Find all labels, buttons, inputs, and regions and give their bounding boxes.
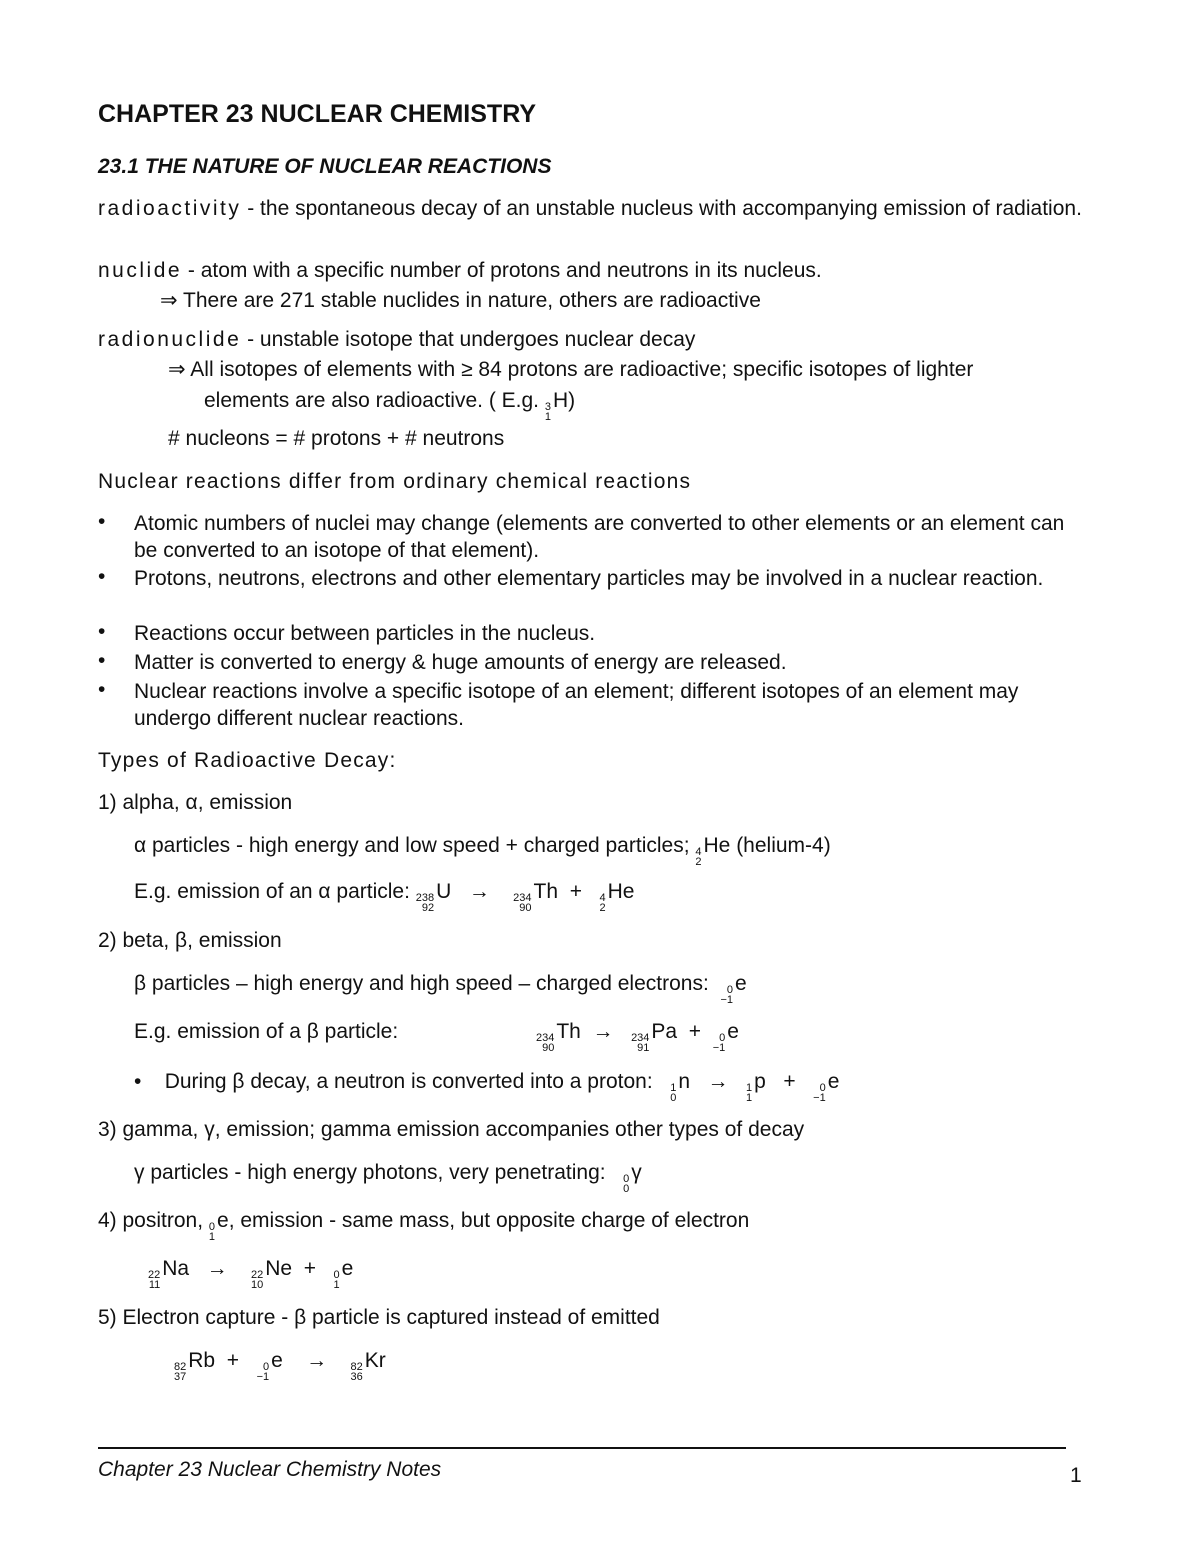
definition-radionuclide <box>98 328 695 352</box>
page-number: 1 <box>1070 1464 1082 1487</box>
types-heading: Types of Radioactive Decay: <box>98 749 397 772</box>
radionuclide-definition: - unstable isotope that undergoes nuclear decay <box>241 328 696 351</box>
beta-title: 2) beta, β, emission <box>98 929 282 952</box>
capture-title: 5) Electron capture - β particle is captured instead of emitted <box>98 1306 660 1329</box>
beta-description: β particles – high energy and high speed – charged electrons: 0 −1 e <box>134 972 747 1006</box>
definition-nuclide <box>98 259 822 283</box>
radionuclide-note-line-2: elements are also radioactive. ( E.g. 3 1 H) <box>204 389 576 423</box>
gamma-title: 3) gamma, γ, emission; gamma emission accompanies other types of decay <box>98 1118 805 1141</box>
positron-equation: 22 11 Na → 22 10 Ne + 0 1 e <box>148 1257 354 1291</box>
alpha-description: α particles - high energy and low speed + charged particles; 4 2 He (helium-4) <box>134 834 831 868</box>
chapter-heading: CHAPTER 23 NUCLEAR CHEMISTRY <box>98 100 537 128</box>
gamma-description: γ particles - high energy photons, very penetrating: 0 0 γ <box>134 1161 642 1195</box>
term-radionuclide: radionuclide <box>98 328 242 351</box>
alpha-example: E.g. emission of an α particle: 238 92 U → 234 90 Th + 4 2 He <box>134 880 635 914</box>
beta-example-label: E.g. emission of a β particle: <box>134 1020 399 1043</box>
term-nuclide: nuclide <box>98 259 183 282</box>
footer-title: Chapter 23 Nuclear Chemistry Notes <box>98 1458 442 1481</box>
differ-heading: Nuclear reactions differ from ordinary chemical reactions <box>98 470 692 493</box>
alpha-title: 1) alpha, α, emission <box>98 791 293 814</box>
radioactivity-definition: - the spontaneous decay of an unstable nucleus with accompanying emission of radiation. <box>241 197 1082 220</box>
positron-title: 4) positron, 0 1 e, emission - same mass, but opposite charge of electron <box>98 1209 750 1243</box>
beta-example-equation: 234 90 Th → 234 91 Pa + 0 −1 e <box>536 1020 739 1054</box>
nuclide-note: ⇒ There are 271 stable nuclides in nature, others are radioactive <box>160 289 761 312</box>
definition-radioactivity <box>98 196 1088 222</box>
beta-bullet: • During β decay, a neutron is converted into a proton: 1 0 n → 1 1 p + 0 −1 e <box>134 1070 840 1104</box>
isotope-h3-numbers: 3 1 <box>544 401 551 423</box>
term-radioactivity: radioactivity <box>98 197 242 220</box>
radionuclide-note-line-1: ⇒ All isotopes of elements with ≥ 84 protons are radioactive; specific isotopes of lighter <box>168 358 974 381</box>
footer-rule <box>98 1447 1066 1449</box>
capture-equation: 82 37 Rb + 0 −1 e → 82 36 Kr <box>174 1349 386 1383</box>
nuclide-definition: - atom with a specific number of protons and neutrons in its nucleus. <box>182 259 822 282</box>
section-heading: 23.1 THE NATURE OF NUCLEAR REACTIONS <box>98 155 552 178</box>
nucleons-equation: # nucleons = # protons + # neutrons <box>168 427 505 450</box>
